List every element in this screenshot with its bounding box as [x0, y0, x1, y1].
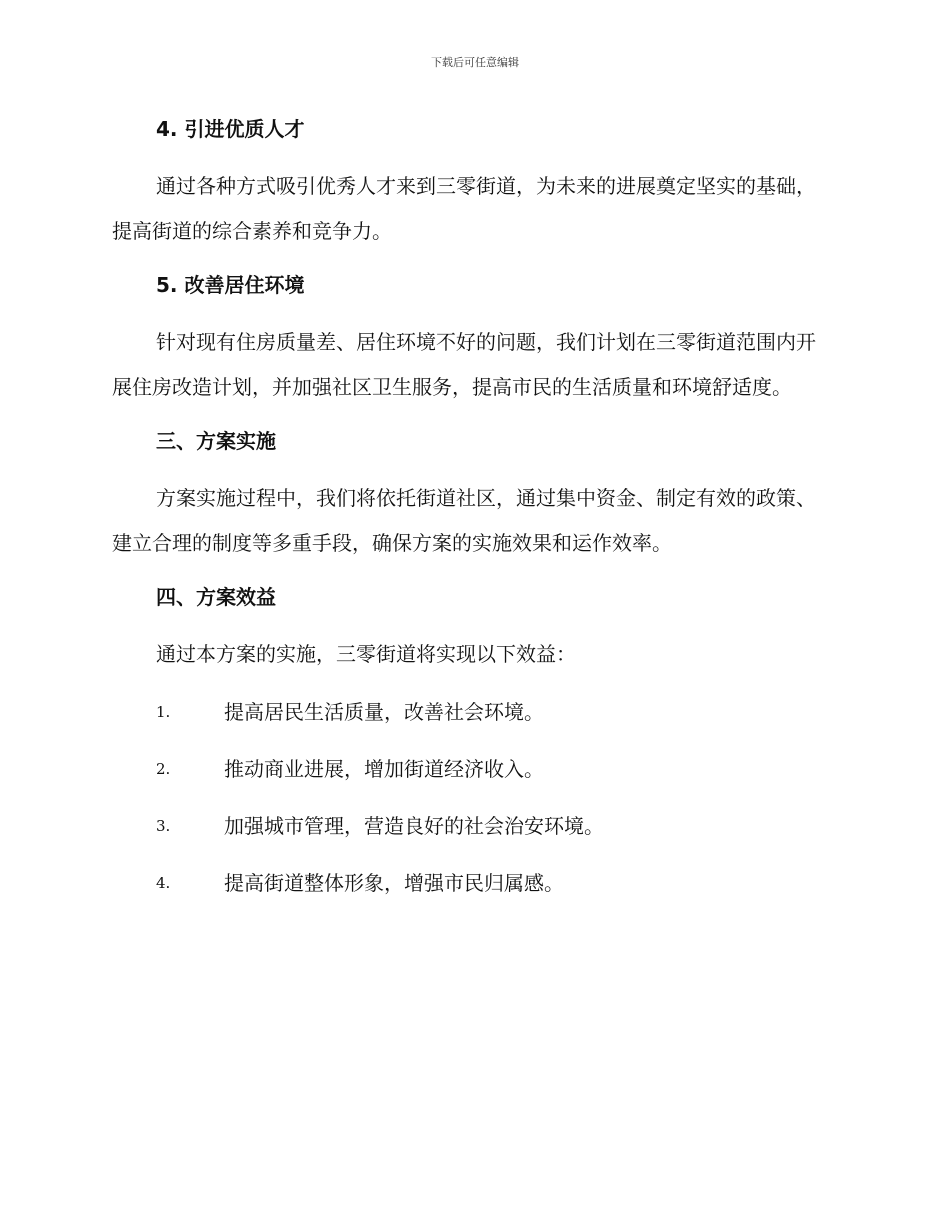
list-item: [112, 695, 832, 729]
paragraph-living-environment: 针对现有住房质量差、居住环境不好的问题，我们计划在三零街道范围内开展住房改造计划，并加强社区卫生服务，提高市民的生活质量和环境舒适度。: [112, 330, 816, 399]
document-body: [112, 112, 832, 900]
paragraph-benefits-intro: 通过本方案的实施，三零街道将实现以下效益：: [156, 642, 576, 666]
section-heading-talent: 4. 引进优质人才: [156, 117, 305, 141]
section-heading-benefits: 四、方案效益: [156, 585, 276, 609]
section-heading-implementation: 三、方案实施: [156, 429, 276, 453]
section-heading-living-environment: 5. 改善居住环境: [156, 273, 305, 297]
list-item-text: 提高居民生活质量，改善社会环境。: [224, 700, 544, 724]
page-header: 下载后可任意编辑: [431, 56, 519, 69]
list-item-text: 推动商业进展，增加街道经济收入。: [224, 757, 544, 781]
paragraph-talent: 通过各种方式吸引优秀人才来到三零街道，为未来的进展奠定坚实的基础，提高街道的综合素养和竞争力。: [112, 174, 816, 243]
list-item-number: 2.: [156, 760, 171, 778]
list-item: [112, 752, 832, 786]
list-item: [112, 866, 832, 900]
list-item-number: 1.: [156, 703, 171, 721]
list-item: [112, 809, 832, 843]
paragraph-implementation: 方案实施过程中，我们将依托街道社区，通过集中资金、制定有效的政策、建立合理的制度等多重手段，确保方案的实施效果和运作效率。: [112, 486, 816, 555]
benefits-list: [112, 695, 832, 900]
list-item-number: 4.: [156, 874, 171, 892]
list-item-text: 加强城市管理，营造良好的社会治安环境。: [224, 814, 604, 838]
list-item-number: 3.: [156, 817, 171, 835]
list-item-text: 提高街道整体形象，增强市民归属感。: [224, 871, 564, 895]
